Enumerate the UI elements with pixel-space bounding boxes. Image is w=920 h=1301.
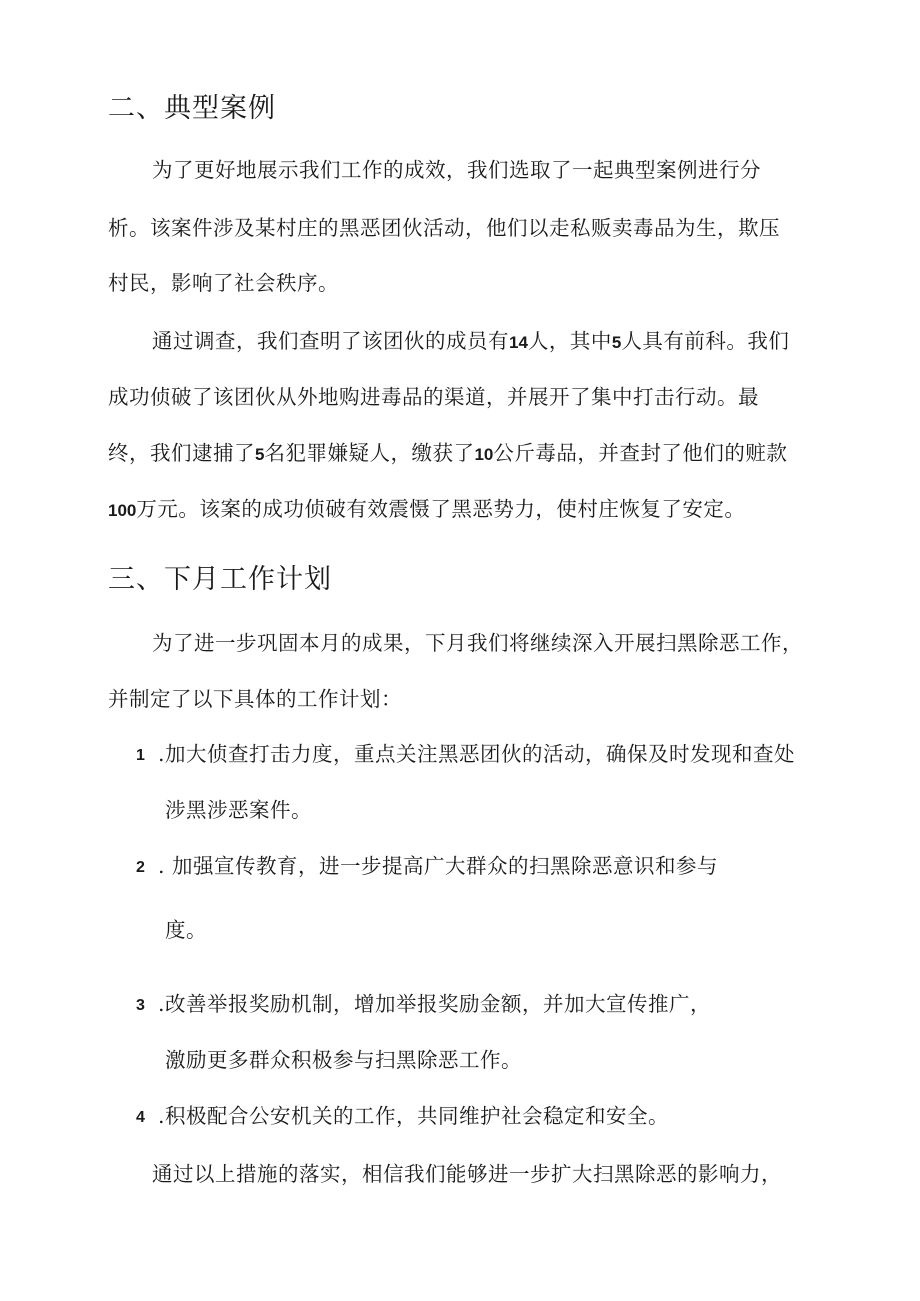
list-item-number: 2 xyxy=(136,859,145,876)
paragraph-line xyxy=(152,328,789,356)
suspect-count: 5 xyxy=(255,445,265,464)
text-run: 公斤毒品，并查封了他们的赃款 xyxy=(493,441,788,465)
text-run: 终，我们逮捕了 xyxy=(108,441,255,465)
text-run: 人，其中 xyxy=(527,329,612,353)
section-heading-next-month-plan: 三、下月工作计划 xyxy=(108,564,332,595)
list-item-text: 度。 xyxy=(165,918,207,942)
list-item-text: 激励更多群众积极参与扫黑除恶工作。 xyxy=(165,1048,522,1072)
text-run: 通过调查，我们查明了该团伙的成员有 xyxy=(152,329,509,353)
paragraph-line xyxy=(108,440,787,468)
list-item-text: 涉黑涉恶案件。 xyxy=(165,798,312,822)
paragraph-line: 通过以上措施的落实，相信我们能够进一步扩大扫黑除恶的影响力， xyxy=(152,1162,782,1186)
list-item-text: . 加强宣传教育，进一步提高广大群众的扫黑除恶意识和参与 xyxy=(158,854,719,878)
paragraph-line xyxy=(108,496,745,524)
seized-amount: 100 xyxy=(108,501,137,520)
prior-record-count: 5 xyxy=(611,333,622,352)
paragraph-line: 析。该案件涉及某村庄的黑恶团伙活动，他们以走私贩卖毒品为生，欺压 xyxy=(108,216,780,240)
paragraph-line: 并制定了以下具体的工作计划： xyxy=(108,687,402,711)
text-run: 万元。该案的成功侦破有效震慑了黑恶势力，使村庄恢复了安定。 xyxy=(136,497,746,521)
text-run: 名犯罪嫌疑人，缴获了 xyxy=(264,441,475,465)
section-heading-typical-case: 二、典型案例 xyxy=(108,93,276,124)
paragraph-line: 为了更好地展示我们工作的成效，我们选取了一起典型案例进行分 xyxy=(152,158,761,182)
paragraph-line: 成功侦破了该团伙从外地购进毒品的渠道，并展开了集中打击行动。最 xyxy=(108,385,759,409)
member-count: 14 xyxy=(509,333,528,352)
paragraph-line: 村民，影响了社会秩序。 xyxy=(108,271,339,295)
paragraph-line: 为了进一步巩固本月的成果，下月我们将继续深入开展扫黑除恶工作， xyxy=(152,631,803,655)
list-item-number: 3 xyxy=(136,997,145,1014)
list-item-text: .积极配合公安机关的工作，共同维护社会稳定和安全。 xyxy=(158,1104,670,1128)
text-run: 人具有前科。我们 xyxy=(621,329,790,353)
list-item-text: .改善举报奖励机制，增加举报奖励金额，并加大宣传推广， xyxy=(158,992,712,1016)
drug-weight: 10 xyxy=(474,445,494,464)
list-item-text: .加大侦查打击力度，重点关注黑恶团伙的活动，确保及时发现和查处 xyxy=(158,742,796,766)
list-item-number: 4 xyxy=(136,1109,145,1126)
list-item-number: 1 xyxy=(136,747,145,764)
